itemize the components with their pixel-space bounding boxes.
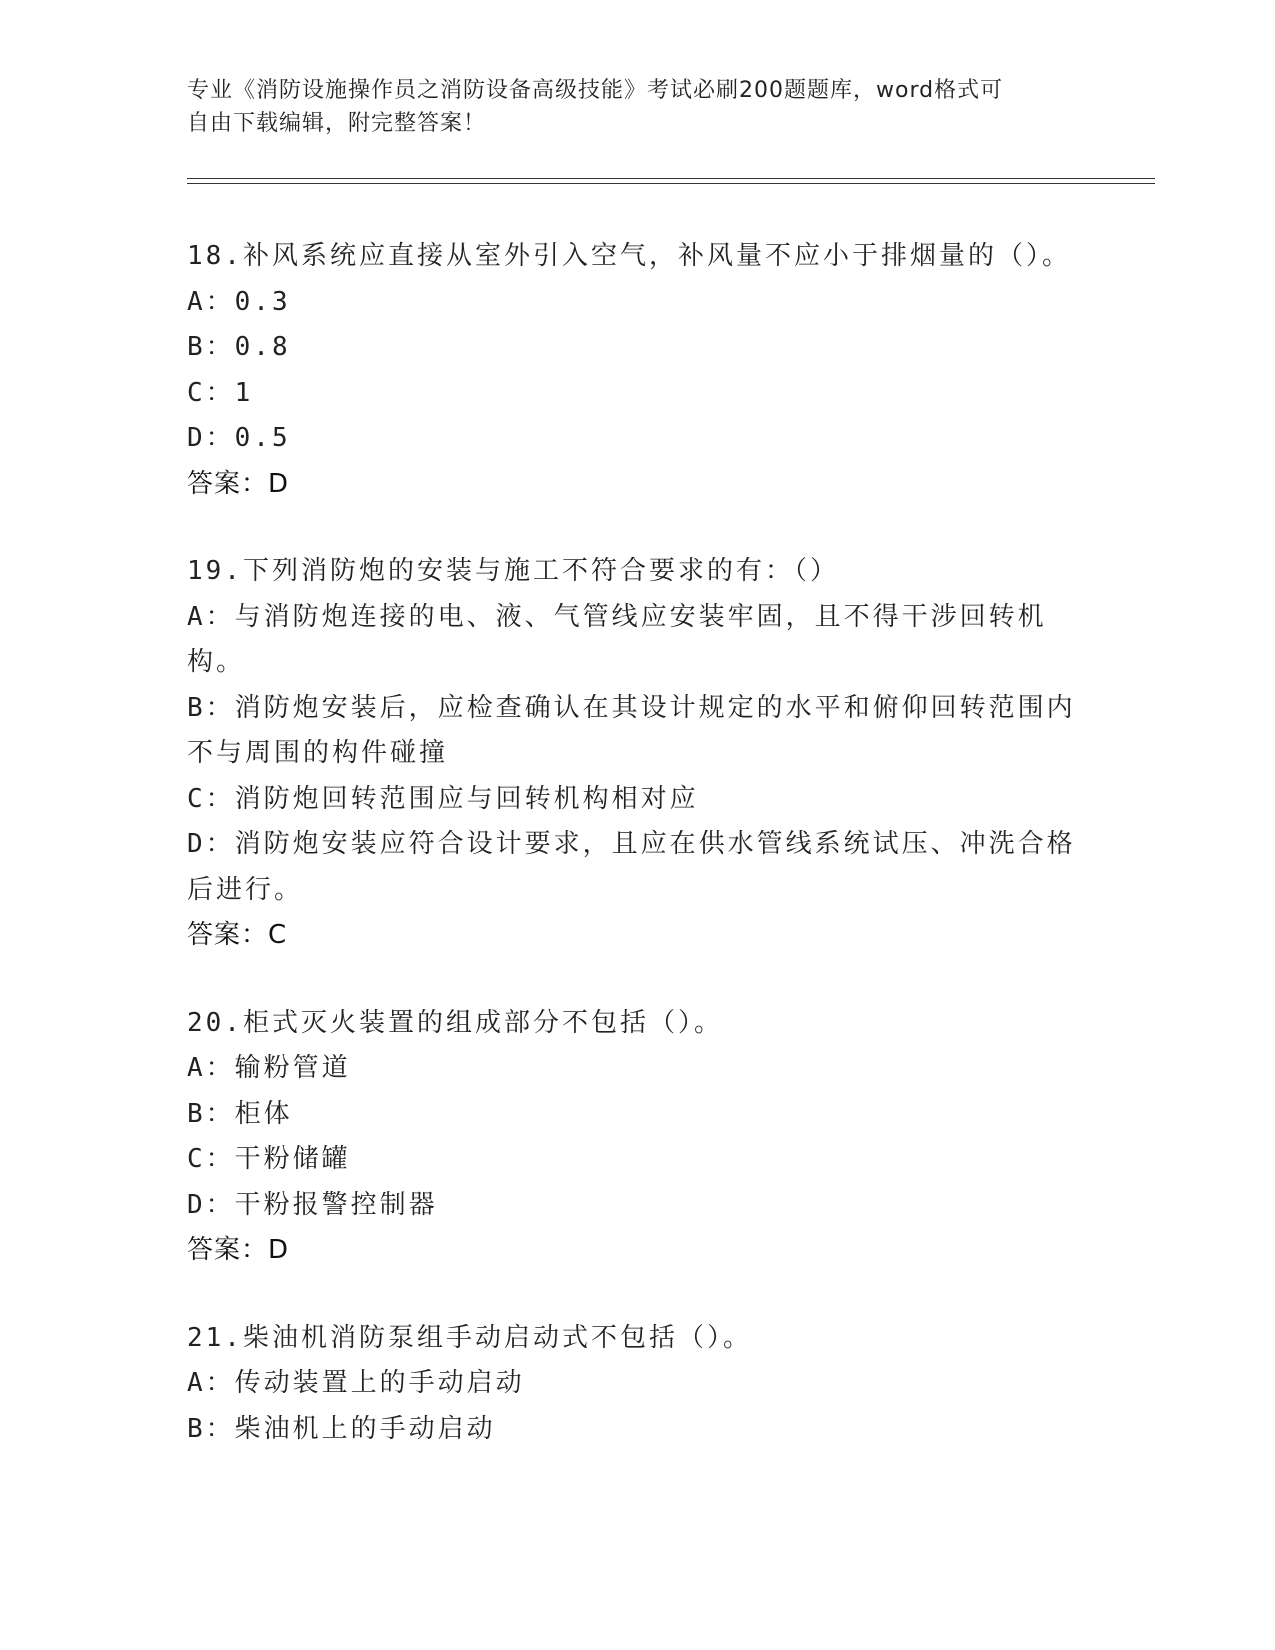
question-stem: 19.下列消防炮的安装与施工不符合要求的有：（） [187,556,839,586]
option-a: A：0.3 [187,286,291,317]
answer-label: 答案：D [187,1235,290,1265]
header-line-1: 专业《消防设施操作员之消防设备高级技能》考试必刷200题题库，word格式可 [187,78,1004,103]
option-b: B：消防炮安装后，应检查确认在其设计规定的水平和俯仰回转范围内不与周围的构件碰撞 [187,692,1076,768]
question-18 [187,234,1087,507]
option-d: D：干粉报警控制器 [187,1189,438,1220]
document-header [187,74,1067,140]
question-list [187,234,1087,1494]
option-a: A：传动装置上的手动启动 [187,1368,525,1398]
answer-label: 答案：D [187,468,290,499]
question-19 [187,549,1087,959]
question-stem: 18.补风系统应直接从室外引入空气，补风量不应小于排烟量的（）。 [187,241,1071,271]
question-stem: 20.柜式灭火装置的组成部分不包括（）。 [187,1007,723,1038]
question-21 [187,1316,1087,1453]
question-20 [187,1001,1087,1274]
option-c: C：消防炮回转范围应与回转机构相对应 [187,783,699,814]
question-stem: 21.柴油机消防泵组手动启动式不包括（）。 [187,1322,752,1353]
option-c: C：干粉储罐 [187,1144,351,1174]
option-a: A：与消防炮连接的电、液、气管线应安装牢固，且不得干涉回转机构。 [187,601,1047,677]
option-b: B：柜体 [187,1098,293,1129]
option-b: B：0.8 [187,332,291,362]
option-b: B：柴油机上的手动启动 [187,1413,496,1444]
header-double-rule [187,178,1155,184]
option-c: C：1 [187,377,254,408]
option-a: A：输粉管道 [187,1053,351,1083]
header-line-2: 自由下载编辑，附完整答案！ [187,111,487,136]
answer-label: 答案：C [187,920,288,950]
option-d: D：0.5 [187,423,291,453]
option-d: D：消防炮安装应符合设计要求，且应在供水管线系统试压、冲洗合格后进行。 [187,829,1076,905]
